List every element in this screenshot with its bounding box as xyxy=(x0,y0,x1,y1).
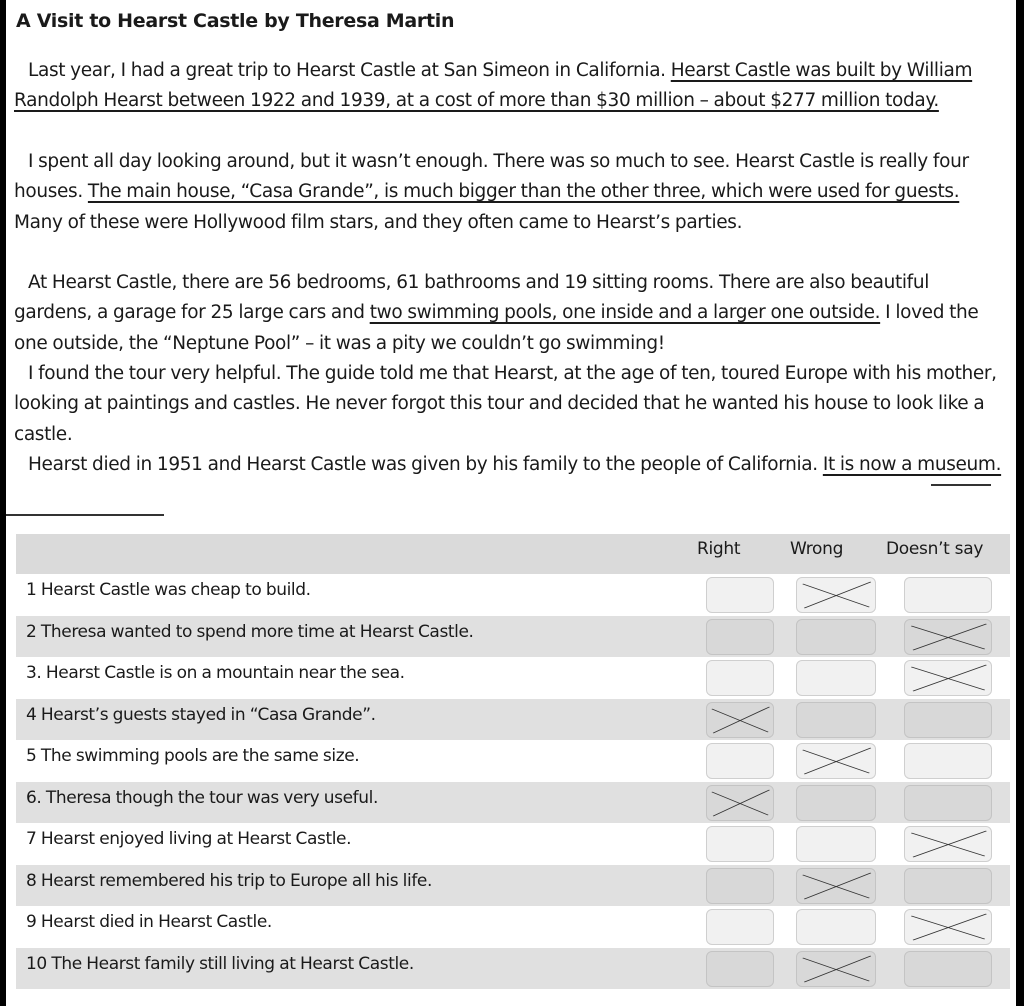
answer-box-wrong[interactable] xyxy=(796,826,876,862)
paragraph-5-text: Hearst died in 1951 and Hearst Castle was given by his family to the people of California. xyxy=(28,454,823,475)
pen-underline xyxy=(6,514,164,516)
pen-underline xyxy=(931,484,991,486)
cross-mark-icon xyxy=(905,661,991,695)
statement-text: 4 Hearst’s guests stayed in “Casa Grande”. xyxy=(26,704,376,725)
answer-box-doesnt-say[interactable] xyxy=(904,660,992,696)
answer-box-doesnt-say[interactable] xyxy=(904,702,992,738)
answer-box-wrong[interactable] xyxy=(796,577,876,613)
answer-box-doesnt-say[interactable] xyxy=(904,785,992,821)
table-header xyxy=(16,534,1010,574)
statement-text: 9 Hearst died in Hearst Castle. xyxy=(26,912,272,932)
answer-box-right[interactable] xyxy=(706,702,774,738)
table-row xyxy=(16,865,1010,907)
answer-box-right[interactable] xyxy=(706,785,774,821)
paragraph-2-text-a: I spent all day looking around, but it wasn’t enough. There was so much to see. Hearst Castle is really four houses. xyxy=(14,151,969,203)
cross-mark-icon xyxy=(707,786,773,820)
answer-box-wrong[interactable] xyxy=(796,951,876,987)
answer-box-right[interactable] xyxy=(706,909,774,945)
statement-text: 7 Hearst enjoyed living at Hearst Castle. xyxy=(26,829,352,849)
table-row xyxy=(16,948,1010,990)
answer-box-wrong[interactable] xyxy=(796,660,876,696)
table-row xyxy=(16,823,1010,865)
table-row xyxy=(16,616,1010,658)
cross-mark-icon xyxy=(797,744,875,778)
answer-box-doesnt-say[interactable] xyxy=(904,826,992,862)
table-row xyxy=(16,699,1010,741)
answer-box-wrong[interactable] xyxy=(796,743,876,779)
worksheet-title: A Visit to Hearst Castle by Theresa Martin xyxy=(16,10,455,32)
statement-text: 5 The swimming pools are the same size. xyxy=(26,746,360,766)
paragraph-2-text-c: Many of these were Hollywood film stars, and they often came to Hearst’s parties. xyxy=(14,211,743,233)
answer-box-doesnt-say[interactable] xyxy=(904,743,992,779)
paragraph-2 xyxy=(14,147,1009,238)
cross-mark-icon xyxy=(707,703,773,737)
header-right: Right xyxy=(697,539,741,559)
cross-mark-icon xyxy=(797,869,875,903)
worksheet-page xyxy=(6,0,1016,1006)
answer-box-right[interactable] xyxy=(706,868,774,904)
answer-box-doesnt-say[interactable] xyxy=(904,951,992,987)
answer-box-right[interactable] xyxy=(706,619,774,655)
statement-text: 10 The Hearst family still living at Hearst Castle. xyxy=(26,953,414,974)
answer-table xyxy=(16,534,1010,989)
table-row xyxy=(16,906,1010,948)
paragraph-2-underlined: The main house, “Casa Grande”, is much bigger than the other three, which were used for guests. xyxy=(87,181,960,203)
paragraph-5-underlined: It is now a museum. xyxy=(822,454,1002,475)
answer-box-right[interactable] xyxy=(706,577,774,613)
answer-box-wrong[interactable] xyxy=(796,702,876,738)
cross-mark-icon xyxy=(905,827,991,861)
answer-box-right[interactable] xyxy=(706,660,774,696)
table-row xyxy=(16,782,1010,824)
table-row xyxy=(16,740,1010,782)
paragraph-3-text-a: At Hearst Castle, there are 56 bedrooms, 61 bathrooms and 19 sitting rooms. There are also beautiful gardens, a garage for 25 large cars and xyxy=(14,272,930,324)
header-doesnt-say: Doesn’t say xyxy=(886,539,984,559)
statement-text: 6. Theresa though the tour was very useful. xyxy=(26,787,378,808)
answer-box-right[interactable] xyxy=(706,951,774,987)
statement-text: 1 Hearst Castle was cheap to build. xyxy=(26,580,311,600)
answer-box-doesnt-say[interactable] xyxy=(904,909,992,945)
statement-text: 2 Theresa wanted to spend more time at Hearst Castle. xyxy=(26,621,474,642)
cross-mark-icon xyxy=(797,578,875,612)
answer-box-wrong[interactable] xyxy=(796,785,876,821)
answer-box-right[interactable] xyxy=(706,743,774,779)
paragraph-4-text: I found the tour very helpful. The guide told me that Hearst, at the age of ten, toured Europe with his mother, looking at paintings and castles. He never forgot this tour and decided that he wanted his house to look like a castle. xyxy=(14,363,997,445)
answer-box-wrong[interactable] xyxy=(796,868,876,904)
paragraph-1-text: Last year, I had a great trip to Hearst Castle at San Simeon in California. xyxy=(28,60,671,81)
paragraph-1-underlined: Hearst Castle was built by William Randolph Hearst between 1922 and 1939, at a cost of more than $30 million – about $277 million today. xyxy=(14,60,973,112)
statement-text: 8 Hearst remembered his trip to Europe all his life. xyxy=(26,870,432,891)
paragraph-4 xyxy=(14,359,1009,450)
answer-box-doesnt-say[interactable] xyxy=(904,577,992,613)
answer-box-doesnt-say[interactable] xyxy=(904,619,992,655)
cross-mark-icon xyxy=(905,620,991,654)
cross-mark-icon xyxy=(797,952,875,986)
cross-mark-icon xyxy=(905,910,991,944)
answer-box-wrong[interactable] xyxy=(796,909,876,945)
paragraph-5 xyxy=(14,450,1009,480)
answer-box-wrong[interactable] xyxy=(796,619,876,655)
paragraph-1 xyxy=(14,56,1009,117)
header-wrong: Wrong xyxy=(790,539,844,559)
table-body xyxy=(16,574,1010,989)
paragraph-3-underlined: two swimming pools, one inside and a larger one outside. xyxy=(369,302,881,324)
statement-text: 3. Hearst Castle is on a mountain near the sea. xyxy=(26,663,405,683)
table-row xyxy=(16,574,1010,616)
table-row xyxy=(16,657,1010,699)
paragraph-3 xyxy=(14,268,1009,359)
paragraph-3-text-c: I loved the one outside, the “Neptune Pool” – it was a pity we couldn’t go swimming! xyxy=(14,302,979,354)
answer-box-doesnt-say[interactable] xyxy=(904,868,992,904)
answer-box-right[interactable] xyxy=(706,826,774,862)
